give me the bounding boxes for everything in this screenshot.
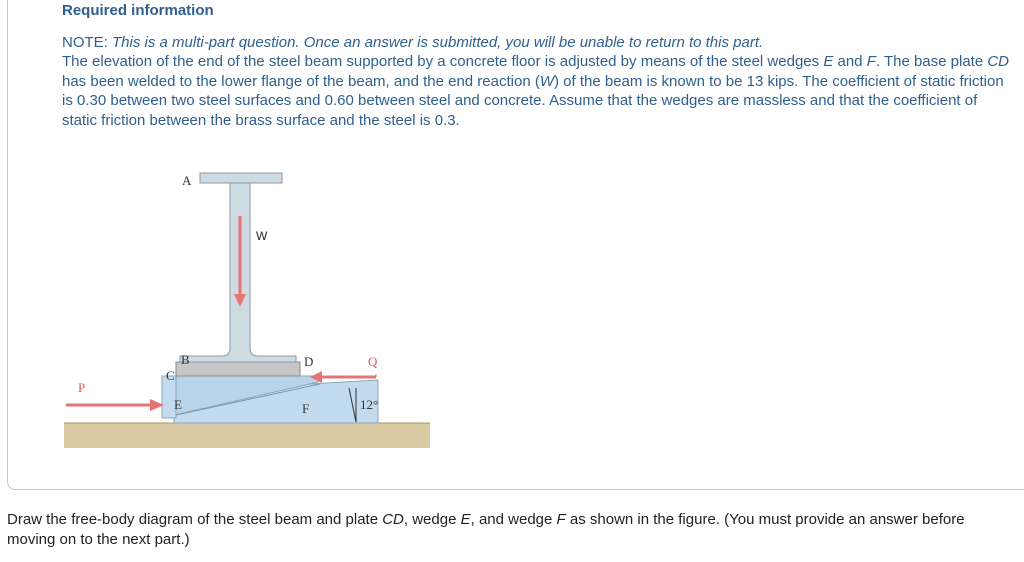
label-F: F: [302, 401, 310, 416]
question-var-E: E: [460, 511, 471, 528]
question-var-CD: CD: [382, 511, 404, 528]
statement-var-F: F: [866, 53, 876, 71]
problem-statement: [62, 33, 1012, 130]
statement-text-3: has been welded to the lower flange of the beam, and the end reaction (: [62, 72, 540, 90]
beam-upper-flange: [200, 173, 282, 183]
label-P: P: [78, 380, 86, 395]
statement-text-2: . The base plate: [875, 53, 988, 71]
label-E: E: [174, 397, 182, 412]
beam-lower-flange: [180, 182, 296, 362]
question-var-F: F: [556, 511, 566, 528]
angle-label: 12°: [360, 397, 379, 412]
question-text-3: , and wedge: [470, 511, 557, 528]
question-prompt: [7, 510, 1007, 549]
statement-var-W: W: [539, 72, 554, 90]
question-text-2: , wedge: [403, 511, 461, 528]
question-text-4: as shown in the figure. (You must provide an answer before moving on to the next part.): [7, 511, 965, 548]
concrete-floor: [64, 423, 430, 448]
label-B: B: [181, 352, 190, 367]
required-information-heading: Required information: [62, 2, 214, 19]
label-D: D: [304, 354, 314, 369]
statement-text-4: ) of the beam is known to be 13 kips. The coefficient of static friction is 0.30 between two steel surfaces and 0.60 between steel and concrete. Assume that the wedges are massless and that the coefficient of static friction between the brass surface and the steel is 0.3.: [62, 72, 1004, 129]
base-plate-CD: [176, 362, 300, 376]
note-italic: This is a multi-part question. Once an answer is submitted, you will be unable to return to this part.: [112, 34, 764, 51]
label-C: C: [166, 368, 175, 383]
question-text-1: Draw the free-body diagram of the steel beam and plate: [7, 511, 383, 528]
label-Q: Q: [368, 354, 378, 369]
statement-var-E: E: [823, 53, 834, 71]
note-prefix: NOTE:: [62, 34, 113, 51]
question-panel: [7, 0, 1024, 490]
statement-text-1: The elevation of the end of the steel beam supported by a concrete floor is adjusted by means of the steel wedges: [62, 53, 824, 71]
beam-wedge-figure: [58, 160, 438, 452]
label-A: A: [182, 173, 192, 188]
statement-and: and: [833, 53, 867, 71]
label-W: W: [256, 229, 268, 243]
statement-var-CD: CD: [987, 53, 1010, 71]
